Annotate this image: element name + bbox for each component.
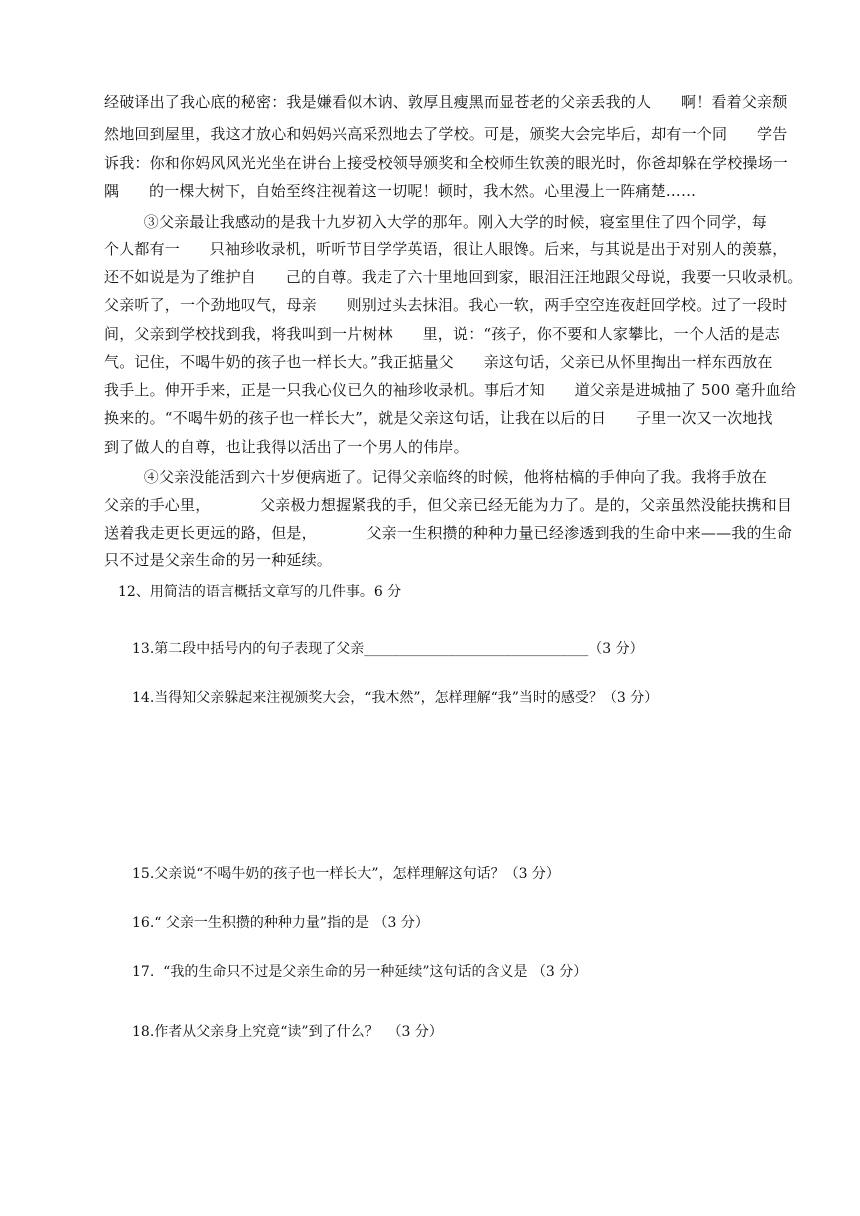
question-12: 12、用简洁的语言概括文章写的几件事。6 分 xyxy=(118,584,402,600)
passage-line: 只不过是父亲生命的另一种延续。 xyxy=(104,551,333,569)
question-14: 14.当得知父亲躲起来注视颁奖大会，“我木然”，怎样理解“我”当时的感受？（3 分） xyxy=(132,690,659,706)
passage-line: 送着我走更长更远的路，但是， 父亲一生积攒的种种力量已经渗透到我的生命中来——我的生命 xyxy=(104,524,793,542)
passage-line: 父亲的手心里， 父亲极力想握紧我的手，但父亲已经无能为力了。是的，父亲虽然没能扶携和目 xyxy=(104,496,793,514)
passage-line: 我手上。伸开手来，正是一只我心仪已久的袖珍收录机。事后才知 道父亲是进城抽了 500 毫升血给 xyxy=(104,381,797,399)
passage-line: ④父亲没能活到六十岁便病逝了。记得父亲临终的时候，他将枯槁的手伸向了我。我将手放在 xyxy=(104,468,767,486)
passage-line: 气。记住，不喝牛奶的孩子也一样长大。”我正掂量父 亲这句话，父亲已从怀里掏出一样东西放在 xyxy=(104,353,773,371)
passage-line: 到了做人的自尊，也让我得以活出了一个男人的伟岸。 xyxy=(104,438,469,456)
question-17: 17. “我的生命只不过是父亲生命的另一种延续”这句话的含义是 （3 分） xyxy=(132,964,588,980)
passage-line: 诉我：你和你妈风风光光坐在讲台上接受校领导颁奖和全校师生钦羡的眼光时，你爸却躲在学校操场一 xyxy=(104,154,789,172)
passage-line: 然地回到屋里，我这才放心和妈妈兴高采烈地去了学校。可是，颁奖大会完毕后，却有一个同 学告 xyxy=(104,125,788,143)
passage-line: 换来的。“不喝牛奶的孩子也一样长大”，就是父亲这句话，让我在以后的日 子里一次又一次地找 xyxy=(104,409,773,427)
passage-line: 还不如说是为了维护自 己的自尊。我走了六十里地回到家，眼泪汪汪地跟父母说，我要一只收录机。 xyxy=(104,268,803,286)
question-18: 18.作者从父亲身上究竟“读”到了什么？ （3 分） xyxy=(132,1024,443,1040)
passage-line: 个人都有一 只袖珍收录机，听听节目学学英语，很让人眼馋。后来，与其说是出于对别人的羡慕， xyxy=(104,240,788,258)
question-16: 16.“ 父亲一生积攒的种种力量”指的是 （3 分） xyxy=(132,915,429,931)
passage-line: 经破译出了我心底的秘密：我是嫌看似木讷、敦厚且瘦黑而显苍老的父亲丢我的人 啊！看着父亲颓 xyxy=(104,93,788,111)
passage-line: ③父亲最让我感动的是我十九岁初入大学的那年。刚入大学的时候，寝室里住了四个同学，每 xyxy=(104,213,767,231)
question-13: 13.第二段中括号内的句子表现了父亲________________________________（3 分） xyxy=(132,641,644,657)
passage-line: 间，父亲到学校找到我，将我叫到一片树林 里，说：“孩子，你不要和人家攀比，一个人活的是志 xyxy=(104,325,781,343)
passage-line: 父亲听了，一个劲地叹气，母亲 则别过头去抹泪。我心一软，两手空空连夜赶回学校。过了一段时 xyxy=(104,296,788,314)
question-15: 15.父亲说“不喝牛奶的孩子也一样长大”，怎样理解这句话？（3 分） xyxy=(132,866,560,882)
passage-line: 隅 的一棵大树下，自始至终注视着这一切呢！顿时，我木然。心里漫上一阵痛楚…… xyxy=(104,182,697,200)
